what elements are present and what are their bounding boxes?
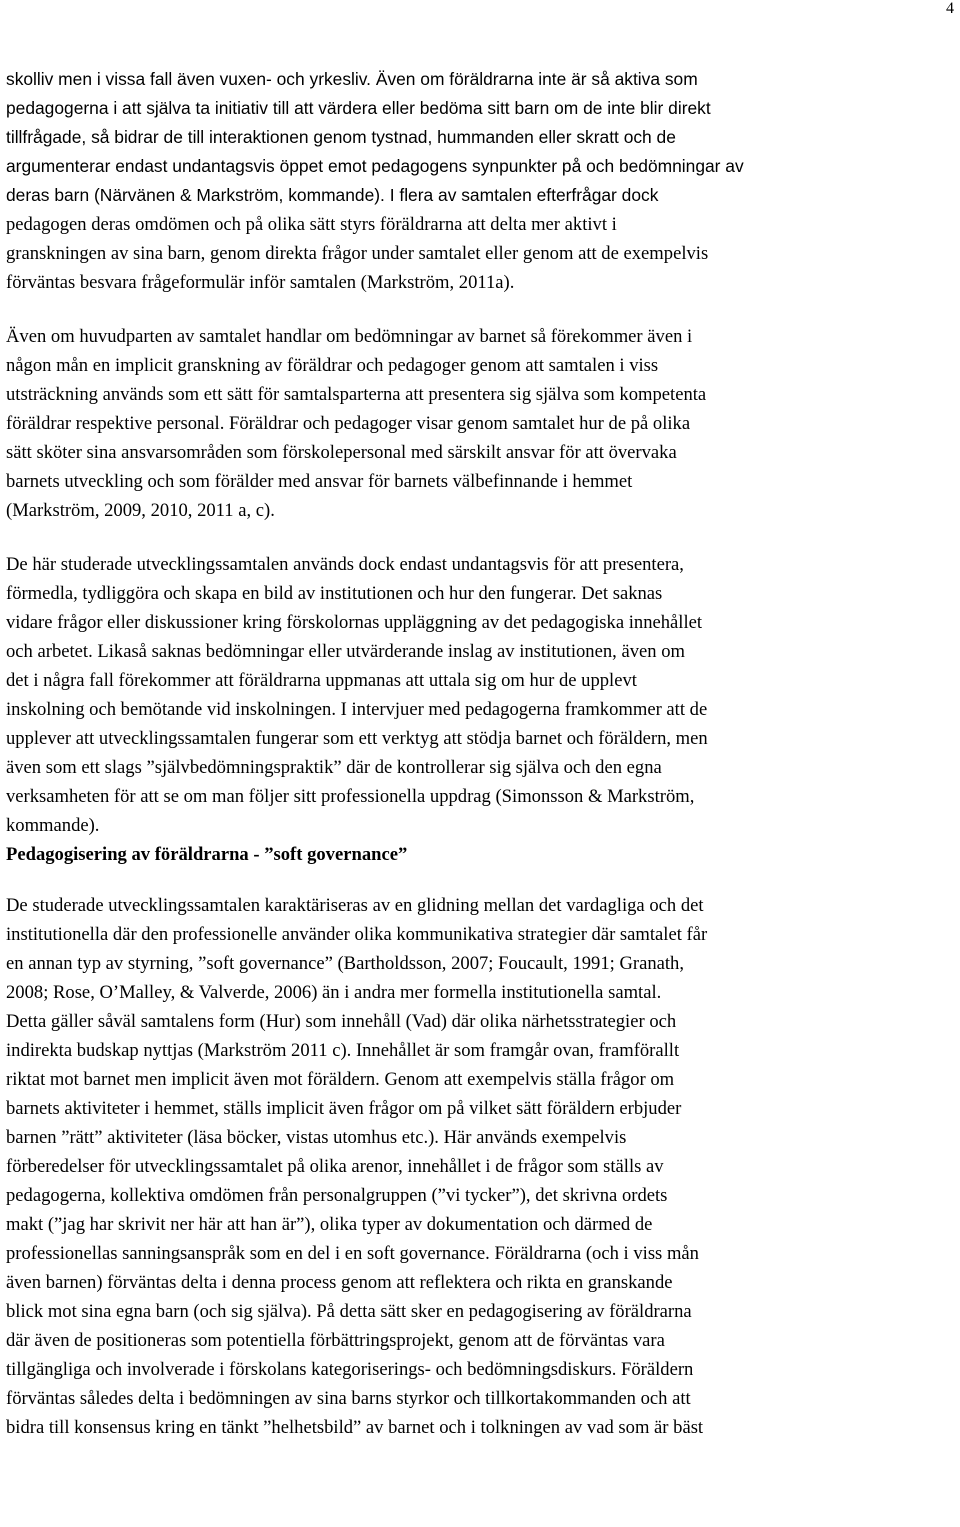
text-line: förmedla, tydliggöra och skapa en bild av institutionen och hur den fungerar. Det saknas xyxy=(6,583,663,604)
text-line: makt (”jag har skrivit ner här att han är”), olika typer av dokumentation och därmed de xyxy=(6,1214,653,1235)
document-body xyxy=(6,65,960,1442)
text-line: sätt sköter sina ansvarsområden som förskolepersonal med särskilt ansvar för att övervaka xyxy=(6,442,677,463)
text-line: förväntas således delta i bedömningen av sina barns styrkor och tillkortakommanden och att xyxy=(6,1388,691,1409)
text-line: även som ett slags ”självbedömningspraktik” där de kontrollerar sig själva och den egna xyxy=(6,757,662,778)
paragraph-4 xyxy=(6,891,960,1442)
text-line: deras barn (Närvänen & Markström, kommande). I flera av samtalen efterfrågar dock xyxy=(6,185,659,205)
text-line: förväntas besvara frågeformulär inför samtalen (Markström, 2011a). xyxy=(6,272,515,293)
text-line: en annan typ av styrning, ”soft governance” (Bartholdsson, 2007; Foucault, 1991; Granath, xyxy=(6,953,684,974)
text-line: upplever att utvecklingssamtalen fungerar som ett verktyg att stödja barnet och föräldern, men xyxy=(6,728,708,749)
text-line: 2008; Rose, O’Malley, & Valverde, 2006) än i andra mer formella institutionella samtal. xyxy=(6,982,662,1003)
paragraph-1 xyxy=(6,65,960,297)
text-line: Även om huvudparten av samtalet handlar om bedömningar av barnet så förekommer även i xyxy=(6,326,693,347)
text-line: förberedelser för utvecklingssamtalet på olika arenor, innehållet i de frågor som ställs av xyxy=(6,1156,664,1177)
text-line: indirekta budskap nyttjas (Markström 2011 c). Innehållet är som framgår ovan, framförallt xyxy=(6,1040,680,1061)
text-line: inskolning och bemötande vid inskolningen. I intervjuer med pedagogerna framkommer att de xyxy=(6,699,708,720)
text-line: bidra till konsensus kring en tänkt ”helhetsbild” av barnet och i tolkningen av vad som är bäst xyxy=(6,1417,704,1438)
text-line: granskningen av sina barn, genom direkta frågor under samtalet eller genom att de exempelvis xyxy=(6,243,709,264)
text-line: tillfrågade, så bidrar de till interaktionen genom tystnad, hummanden eller skratt och de xyxy=(6,127,676,147)
text-line: Detta gäller såväl samtalens form (Hur) som innehåll (Vad) där olika närhetsstrategier och xyxy=(6,1011,677,1032)
text-line: argumenterar endast undantagsvis öppet emot pedagogens synpunkter på och bedömningar av xyxy=(6,156,744,176)
text-line: verksamheten för att se om man följer sitt professionella uppdrag (Simonsson & Markström, xyxy=(6,786,695,807)
page-number: 4 xyxy=(946,0,954,17)
text-line: kommande). xyxy=(6,815,100,836)
text-line: någon mån en implicit granskning av föräldrar och pedagoger genom att samtalen i viss xyxy=(6,355,659,376)
text-line: De här studerade utvecklingssamtalen används dock endast undantagsvis för att presentera, xyxy=(6,554,684,575)
text-line: även barnen) förväntas delta i denna process genom att reflektera och rikta en granskande xyxy=(6,1272,673,1293)
text-line: institutionella där den professionelle använder olika kommunikativa strategier där samtalet får xyxy=(6,924,708,945)
text-line: professionellas sanningsanspråk som en del i en soft governance. Föräldrarna (och i viss mån xyxy=(6,1243,699,1264)
text-line: barnets utveckling och som förälder med ansvar för barnets välbefinnande i hemmet xyxy=(6,471,633,492)
text-line: vidare frågor eller diskussioner kring förskolornas uppläggning av det pedagogiska innehållet xyxy=(6,612,703,633)
text-line: föräldrar respektive personal. Föräldrar och pedagoger visar genom samtalet hur de på olika xyxy=(6,413,691,434)
text-line: pedagogerna, kollektiva omdömen från personalgruppen (”vi tycker”), det skrivna ordets xyxy=(6,1185,668,1206)
text-line: utsträckning används som ett sätt för samtalsparterna att presentera sig själva som kompetenta xyxy=(6,384,707,405)
text-line: tillgängliga och involverade i förskolans kategoriserings- och bedömningsdiskurs. Föräldern xyxy=(6,1359,694,1380)
text-line: skolliv men i vissa fall även vuxen- och yrkesliv. Även om föräldrarna inte är så aktiva som xyxy=(6,69,698,89)
text-line: (Markström, 2009, 2010, 2011 a, c). xyxy=(6,500,275,521)
text-line: och arbetet. Likaså saknas bedömningar eller utvärderande inslag av institutionen, även om xyxy=(6,641,685,662)
text-line: pedagogen deras omdömen och på olika sätt styrs föräldrarna att delta mer aktivt i xyxy=(6,214,617,235)
text-line: blick mot sina egna barn (och sig själva). På detta sätt sker en pedagogisering av föräldrarna xyxy=(6,1301,692,1322)
paragraph-3 xyxy=(6,550,960,840)
text-line: där även de positioneras som potentiella förbättringsprojekt, genom att de förväntas vara xyxy=(6,1330,665,1351)
section-heading: Pedagogisering av föräldrarna - ”soft governance” xyxy=(6,844,408,865)
text-line: riktat mot barnet men implicit även mot föräldern. Genom att exempelvis ställa frågor om xyxy=(6,1069,675,1090)
text-line: pedagogerna i att själva ta initiativ till att värdera eller bedöma sitt barn om de inte blir direkt xyxy=(6,98,711,118)
text-line: De studerade utvecklingssamtalen karaktäriseras av en glidning mellan det vardagliga och det xyxy=(6,895,704,916)
text-line: det i några fall förekommer att föräldrarna uppmanas att uttala sig om hur de upplevt xyxy=(6,670,637,691)
text-line: barnen ”rätt” aktiviteter (läsa böcker, vistas utomhus etc.). Här används exempelvis xyxy=(6,1127,627,1148)
text-line: barnets aktiviteter i hemmet, ställs implicit även frågor om på vilket sätt föräldern erbjuder xyxy=(6,1098,682,1119)
paragraph-2 xyxy=(6,322,960,525)
